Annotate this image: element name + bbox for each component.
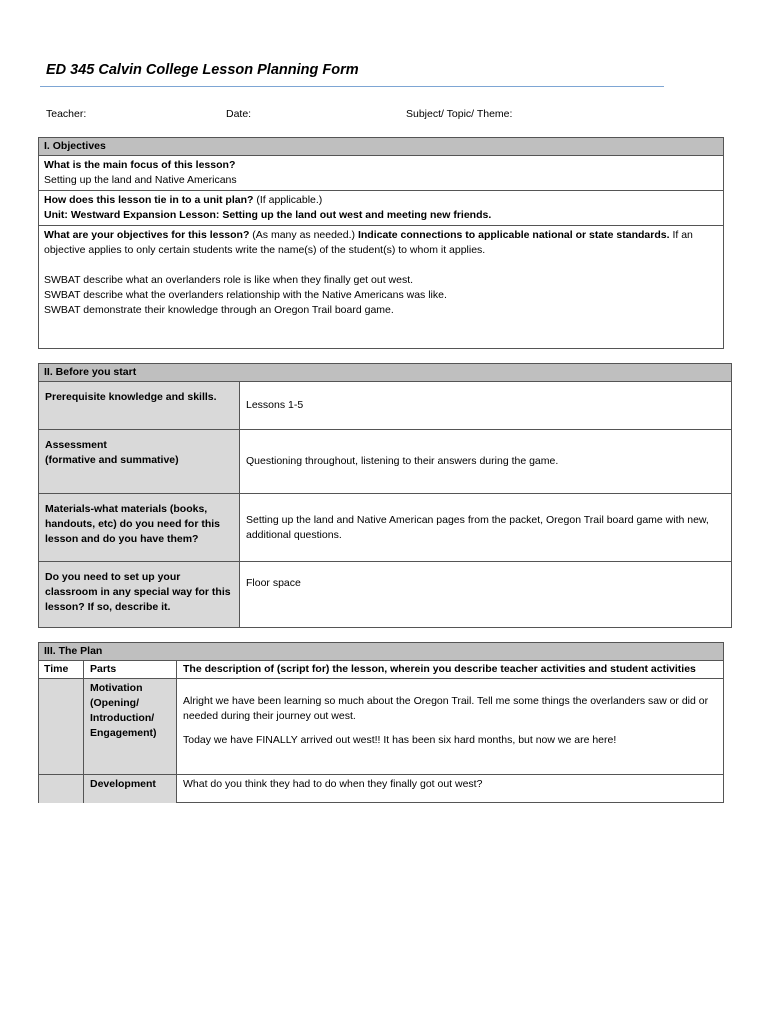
development-label: Development xyxy=(84,775,177,803)
col-description: The description of (script for) the lesson, wherein you describe teacher activities and student activities xyxy=(177,661,724,679)
students-instruction: If an objective applies to only certain students write the name(s) of the student(s) to whom it applies. xyxy=(44,229,693,256)
swbat-objective: SWBAT describe what an overlanders role is like when they finally get out west. xyxy=(44,274,414,286)
classroom-setup-value: Floor space xyxy=(240,562,732,628)
prerequisite-value: Lessons 1-5 xyxy=(240,382,732,430)
swbat-objective: SWBAT describe what the overlanders relationship with the Native Americans was like. xyxy=(44,289,447,301)
motivation-time xyxy=(39,679,84,775)
motivation-label: Motivation (Opening/ Introduction/ Engagement) xyxy=(84,679,177,775)
before-header: II. Before you start xyxy=(39,364,732,382)
plan-table xyxy=(38,642,724,803)
unit-answer: Unit: Westward Expansion Lesson: Setting up the land out west and meeting new friends. xyxy=(44,209,492,221)
form-title: ED 345 Calvin College Lesson Planning Form xyxy=(46,62,359,78)
unit-question-note: (If applicable.) xyxy=(253,194,323,206)
motivation-paragraph: Today we have FINALLY arrived out west!! It has been six hard months, but now we are here! xyxy=(183,734,617,746)
teacher-label: Teacher: xyxy=(46,108,87,120)
col-time: Time xyxy=(39,661,84,679)
focus-cell xyxy=(39,156,724,191)
motivation-paragraph: Alright we have been learning so much about the Oregon Trail. Tell me some things the overlanders saw or did or needed during their journey out west. xyxy=(183,695,709,722)
title-divider xyxy=(40,86,664,87)
development-time xyxy=(39,775,84,803)
focus-answer: Setting up the land and Native Americans xyxy=(44,174,237,186)
objectives-cell xyxy=(39,226,724,349)
objectives-question: What are your objectives for this lesson? xyxy=(44,229,250,241)
assessment-value: Questioning throughout, listening to their answers during the game. xyxy=(240,430,732,494)
development-description: What do you think they had to do when they finally got out west? xyxy=(177,775,724,803)
objectives-table xyxy=(38,137,724,349)
materials-label: Materials-what materials (books, handouts, etc) do you need for this lesson and do you have them? xyxy=(39,494,240,562)
standards-instruction: Indicate connections to applicable national or state standards. xyxy=(357,229,670,241)
motivation-description xyxy=(177,679,724,775)
plan-header: III. The Plan xyxy=(39,643,724,661)
focus-question: What is the main focus of this lesson? xyxy=(44,159,236,171)
unit-cell xyxy=(39,191,724,226)
unit-question: How does this lesson tie in to a unit plan? xyxy=(44,194,254,206)
classroom-setup-label: Do you need to set up your classroom in any special way for this lesson? If so, describe it. xyxy=(39,562,240,628)
assessment-label: Assessment (formative and summative) xyxy=(39,430,240,494)
objectives-header: I. Objectives xyxy=(39,138,724,156)
objectives-question-note: (As many as needed.) xyxy=(249,229,358,241)
date-label: Date: xyxy=(226,108,252,120)
prerequisite-label: Prerequisite knowledge and skills. xyxy=(39,382,240,430)
subject-label: Subject/ Topic/ Theme: xyxy=(406,108,513,120)
col-parts: Parts xyxy=(84,661,177,679)
materials-value: Setting up the land and Native American pages from the packet, Oregon Trail board game with new, additional questions. xyxy=(240,494,732,562)
before-table xyxy=(38,363,732,628)
swbat-objective: SWBAT demonstrate their knowledge through an Oregon Trail board game. xyxy=(44,304,394,316)
